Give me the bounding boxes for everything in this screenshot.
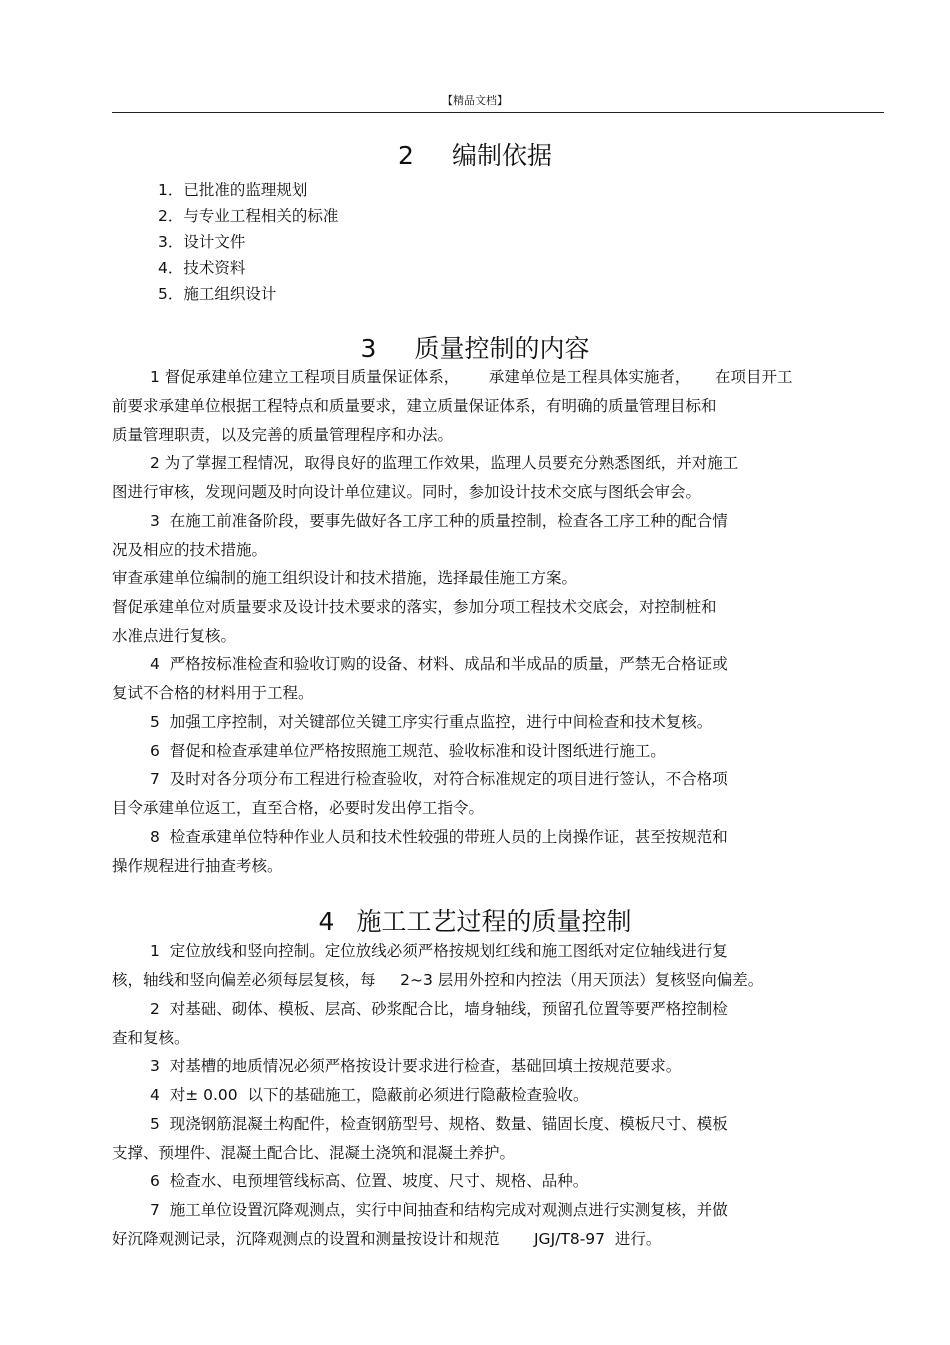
paragraph-line: 2 为了掌握工程情况，取得良好的监理工作效果，监理人员要充分熟悉图纸，并对施工 <box>150 454 739 472</box>
paragraph-line: 6 督促和检查承建单位严格按照施工规范、验收标准和设计图纸进行施工。 <box>150 742 666 760</box>
section-number: 4 <box>318 907 335 936</box>
paragraph-line: 督促承建单位对质量要求及设计技术要求的落实，参加分项工程技术交底会，对控制桩和 <box>112 598 717 616</box>
paragraph-line: 支撑、预埋件、混凝土配合比、混凝土浇筑和混凝土养护。 <box>112 1144 516 1162</box>
section-number: 2 <box>398 141 414 170</box>
paragraph-line: 8 检查承建单位特种作业人员和技术性较强的带班人员的上岗操作证，甚至按规范和 <box>150 828 728 846</box>
paragraph-line: 质量管理职责，以及完善的质量管理程序和办法。 <box>112 426 454 444</box>
section-title-text: 编制依据 <box>451 141 552 170</box>
paragraph-line: 查和复核。 <box>112 1029 190 1047</box>
list-item: 1．已批准的监理规划 <box>158 181 308 199</box>
section-3-title <box>0 329 950 365</box>
paragraph-line: 复试不合格的材料用于工程。 <box>112 684 314 702</box>
paragraph-line: 操作规程进行抽查考核。 <box>112 857 283 875</box>
paragraph-line: 7 施工单位设置沉降观测点，实行中间抽查和结构完成对观测点进行实测复核，并做 <box>150 1201 728 1219</box>
section-title-text: 施工工艺过程的质量控制 <box>356 907 632 936</box>
paragraph-line: 况及相应的技术措施。 <box>112 541 268 559</box>
paragraph-line: 好沉降观测记录，沉降观测点的设置和测量按设计和规范 JGJ/T8-97 进行。 <box>112 1230 662 1248</box>
section-number: 3 <box>360 334 377 363</box>
header-divider <box>112 112 884 113</box>
paragraph-line: 5 加强工序控制，对关键部位关键工序实行重点监控，进行中间检查和技术复核。 <box>150 713 713 731</box>
paragraph-line: 4 对± 0.00 以下的基础施工，隐蔽前必须进行隐蔽检查验收。 <box>150 1086 589 1104</box>
paragraph-line: 7 及时对各分项分布工程进行检查验收，对符合标准规定的项目进行签认，不合格项 <box>150 770 728 788</box>
section-2-title <box>0 136 950 172</box>
list-item: 3．设计文件 <box>158 233 246 251</box>
section-4-title <box>0 902 950 938</box>
section-title-text: 质量控制的内容 <box>414 334 590 363</box>
paragraph-line: 6 检查水、电预埋管线标高、位置、坡度、尺寸、规格、品种。 <box>150 1172 589 1190</box>
paragraph-line: 2 对基础、砌体、模板、层高、砂浆配合比，墙身轴线，预留孔位置等要严格控制检 <box>150 1000 728 1018</box>
list-item: 4．技术资料 <box>158 259 246 277</box>
page-header: 【精品文档】 <box>442 94 508 107</box>
paragraph-line: 1 督促承建单位建立工程项目质量保证体系， 承建单位是工程具体实施者， 在项目开工 <box>150 368 793 386</box>
paragraph-line: 3 对基槽的地质情况必须严格按设计要求进行检查，基础回填土按规范要求。 <box>150 1057 682 1075</box>
list-item: 5．施工组织设计 <box>158 285 277 303</box>
paragraph-line: 水准点进行复核。 <box>112 627 237 645</box>
list-item: 2．与专业工程相关的标准 <box>158 207 339 225</box>
paragraph-line: 前要求承建单位根据工程特点和质量要求，建立质量保证体系，有明确的质量管理目标和 <box>112 397 717 415</box>
paragraph-line: 目令承建单位返工，直至合格，必要时发出停工指令。 <box>112 799 485 817</box>
paragraph-line: 审查承建单位编制的施工组织设计和技术措施，选择最佳施工方案。 <box>112 569 578 587</box>
paragraph-line: 图进行审核，发现问题及时向设计单位建议。同时，参加设计技术交底与图纸会审会。 <box>112 483 702 501</box>
paragraph-line: 1 定位放线和竖向控制。定位放线必须严格按规划红线和施工图纸对定位轴线进行复 <box>150 942 728 960</box>
paragraph-line: 5 现浇钢筋混凝土构配件，检查钢筋型号、规格、数量、锚固长度、模板尺寸、模板 <box>150 1115 728 1133</box>
paragraph-line: 4 严格按标准检查和验收订购的设备、材料、成品和半成品的质量，严禁无合格证或 <box>150 655 728 673</box>
paragraph-line: 核，轴线和竖向偏差必须每层复核，每 2~3 层用外控和内控法（用天顶法）复核竖向偏差。 <box>112 971 764 989</box>
paragraph-line: 3 在施工前准备阶段，要事先做好各工序工种的质量控制，检查各工序工种的配合情 <box>150 512 728 530</box>
